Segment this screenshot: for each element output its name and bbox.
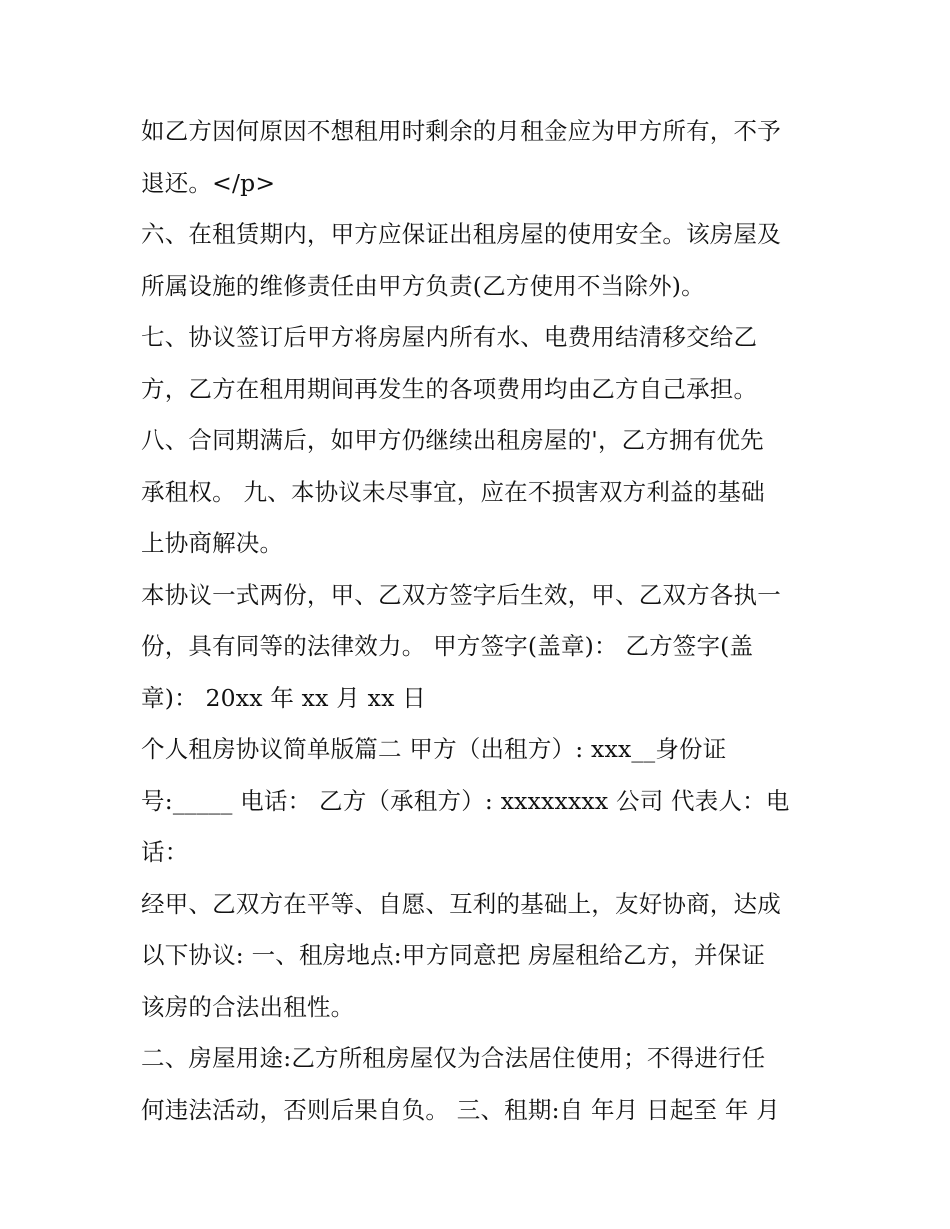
text-line-3: 六、在租赁期内，甲方应保证出租房屋的使用安全。该房屋及 bbox=[141, 220, 781, 248]
text-line-20: 何违法活动，否则后果自负。 三、租期:自 年月 日起至 年 月 bbox=[141, 1095, 780, 1124]
text-line-6: 方，乙方在租用期间再发生的各项费用均由乙方自己承担。 bbox=[141, 374, 758, 403]
text-line-10: 本协议一式两份，甲、乙双方签字后生效，甲、乙双方各执一 bbox=[141, 580, 781, 609]
text-line-1: 如乙方因何原因不想租用时剩余的月租金应为甲方所有，不予 bbox=[141, 117, 781, 145]
text-line-13: 个人租房协议简单版篇二 甲方（出租方）: xxx__身份证 bbox=[141, 735, 727, 763]
text-line-18: 该房的合法出租性。 bbox=[141, 992, 355, 1021]
text-line-8: 承租权。 九、本协议未尽事宜，应在不损害双方利益的基础 bbox=[141, 477, 765, 506]
text-line-11: 份，具有同等的法律效力。 甲方签字(盖章)： 乙方签字(盖 bbox=[141, 632, 754, 660]
text-line-9: 上协商解决。 bbox=[141, 529, 284, 557]
text-line-15: 话： bbox=[141, 838, 189, 866]
text-line-19: 二、房屋用途:乙方所租房屋仅为合法居住使用；不得进行任 bbox=[141, 1044, 766, 1072]
text-line-7: 八、合同期满后，如甲方仍继续出租房屋的'，乙方拥有优先 bbox=[141, 426, 764, 454]
text-line-4: 所属设施的维修责任由甲方负责(乙方使用不当除外)。 bbox=[141, 271, 705, 300]
text-line-14: 号:_____ 电话： 乙方（承租方）: xxxxxxxx 公司 代表人：电 bbox=[141, 786, 790, 815]
text-line-5: 七、协议签订后甲方将房屋内所有水、电费用结清移交给乙 bbox=[141, 323, 758, 351]
text-line-16: 经甲、乙双方在平等、自愿、互利的基础上，友好协商，达成 bbox=[141, 889, 781, 918]
contract-text bbox=[141, 106, 821, 1136]
text-line-12: 章)： 20xx 年 xx 月 xx 日 bbox=[141, 683, 426, 712]
text-line-2: 退还。</p> bbox=[141, 168, 276, 197]
text-line-17: 以下协议: 一、租房地点:甲方同意把 房屋租给乙方，并保证 bbox=[141, 941, 766, 969]
